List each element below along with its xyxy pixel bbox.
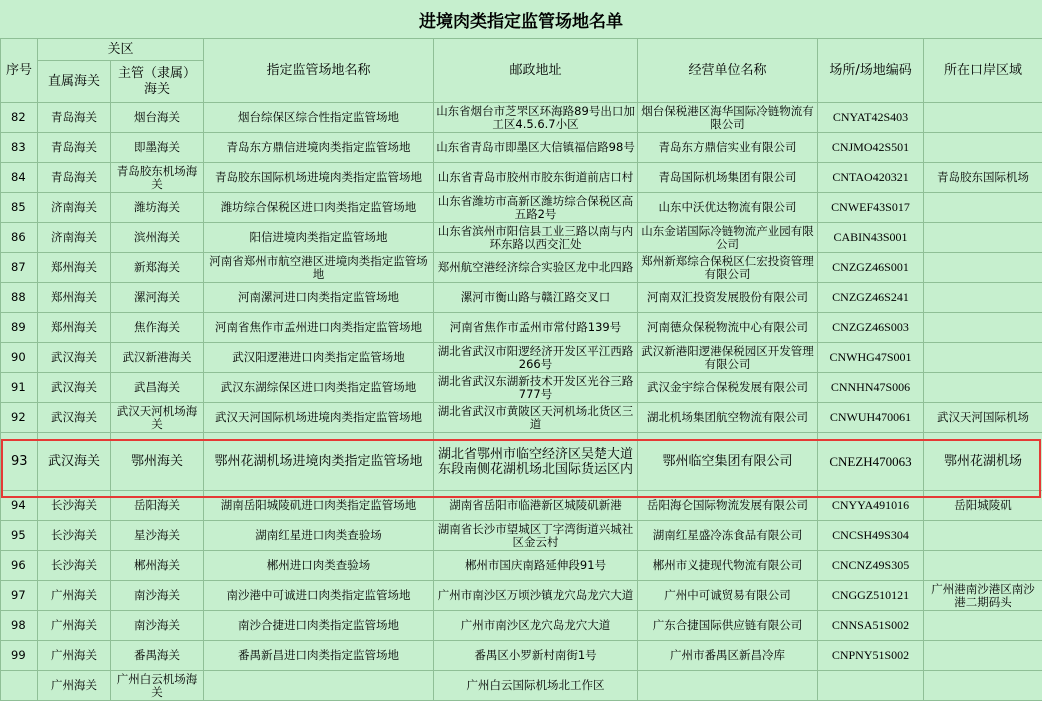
cell-direct-customs[interactable]: 长沙海关	[38, 521, 111, 551]
cell-address[interactable]: 漯河市衡山路与赣江路交叉口	[434, 283, 638, 313]
cell-site-name[interactable]: 郴州进口肉类查验场	[204, 551, 434, 581]
cell-direct-customs[interactable]: 广州海关	[38, 671, 111, 701]
cell-operator[interactable]: 烟台保税港区海华国际冷链物流有限公司	[638, 103, 818, 133]
cell-site-name[interactable]: 鄂州花湖机场进境肉类指定监管场地	[204, 433, 434, 491]
cell-site-code[interactable]: CNNHN47S006	[818, 373, 924, 403]
cell-managing-customs[interactable]: 烟台海关	[111, 103, 204, 133]
cell-port-area[interactable]	[924, 641, 1042, 671]
cell-operator[interactable]: 广州中可诚贸易有限公司	[638, 581, 818, 611]
header-direct-customs[interactable]: 直属海关	[38, 61, 111, 103]
cell-operator[interactable]: 广州市番禺区新昌冷库	[638, 641, 818, 671]
cell-site-code[interactable]: CNZGZ46S001	[818, 253, 924, 283]
cell-direct-customs[interactable]: 广州海关	[38, 611, 111, 641]
cell-site-code[interactable]: CNCNZ49S305	[818, 551, 924, 581]
cell-site-name[interactable]: 青岛胶东国际机场进境肉类指定监管场地	[204, 163, 434, 193]
table-row[interactable]	[1, 671, 1042, 701]
cell-site-name[interactable]: 南沙合捷进口肉类指定监管场地	[204, 611, 434, 641]
cell-site-code[interactable]: CNCSH49S304	[818, 521, 924, 551]
cell-operator[interactable]	[638, 671, 818, 701]
cell-managing-customs[interactable]: 番禺海关	[111, 641, 204, 671]
cell-site-name[interactable]: 青岛东方鼎信进境肉类指定监管场地	[204, 133, 434, 163]
cell-operator[interactable]: 郑州新郑综合保税区仁宏投资管理有限公司	[638, 253, 818, 283]
table-row[interactable]	[1, 403, 1042, 433]
table-row[interactable]	[1, 133, 1042, 163]
cell-direct-customs[interactable]: 郑州海关	[38, 253, 111, 283]
table-row[interactable]	[1, 193, 1042, 223]
header-operator[interactable]: 经营单位名称	[638, 39, 818, 103]
table-row[interactable]	[1, 283, 1042, 313]
cell-address[interactable]: 番禺区小罗新村南街1号	[434, 641, 638, 671]
cell-site-code[interactable]: CNNSA51S002	[818, 611, 924, 641]
cell-seq[interactable]: 90	[1, 343, 38, 373]
table-row[interactable]	[1, 491, 1042, 521]
cell-address[interactable]: 湖北省鄂州市临空经济区吴楚大道东段南侧花湖机场北国际货运区内	[434, 433, 638, 491]
cell-port-area[interactable]	[924, 551, 1042, 581]
header-site-name[interactable]: 指定监管场地名称	[204, 39, 434, 103]
header-seq[interactable]: 序号	[1, 39, 38, 103]
cell-address[interactable]: 山东省滨州市阳信县工业三路以南与内环东路以西交汇处	[434, 223, 638, 253]
cell-site-code[interactable]	[818, 671, 924, 701]
cell-managing-customs[interactable]: 郴州海关	[111, 551, 204, 581]
cell-site-name[interactable]: 番禺新昌进口肉类指定监管场地	[204, 641, 434, 671]
cell-operator[interactable]: 广东合捷国际供应链有限公司	[638, 611, 818, 641]
cell-managing-customs[interactable]: 潍坊海关	[111, 193, 204, 223]
table-row[interactable]	[1, 103, 1042, 133]
cell-operator[interactable]: 山东金诺国际冷链物流产业园有限公司	[638, 223, 818, 253]
cell-seq[interactable]: 97	[1, 581, 38, 611]
cell-seq[interactable]: 86	[1, 223, 38, 253]
cell-seq[interactable]: 82	[1, 103, 38, 133]
cell-port-area[interactable]: 武汉天河国际机场	[924, 403, 1042, 433]
cell-direct-customs[interactable]: 武汉海关	[38, 403, 111, 433]
cell-port-area[interactable]	[924, 343, 1042, 373]
cell-direct-customs[interactable]: 青岛海关	[38, 133, 111, 163]
table-row[interactable]	[1, 641, 1042, 671]
cell-seq[interactable]: 92	[1, 403, 38, 433]
cell-site-code[interactable]: CNGGZ510121	[818, 581, 924, 611]
cell-site-name[interactable]: 武汉东湖综保区进口肉类指定监管场地	[204, 373, 434, 403]
table-row[interactable]	[1, 373, 1042, 403]
cell-managing-customs[interactable]: 武昌海关	[111, 373, 204, 403]
cell-seq[interactable]	[1, 671, 38, 701]
cell-seq[interactable]: 83	[1, 133, 38, 163]
sites-table	[0, 38, 1042, 701]
cell-site-code[interactable]: CNZGZ46S003	[818, 313, 924, 343]
cell-site-code[interactable]: CNPNY51S002	[818, 641, 924, 671]
cell-address[interactable]: 山东省潍坊市高新区潍坊综合保税区高五路2号	[434, 193, 638, 223]
cell-seq[interactable]: 85	[1, 193, 38, 223]
cell-site-name[interactable]: 潍坊综合保税区进口肉类指定监管场地	[204, 193, 434, 223]
table-row[interactable]	[1, 611, 1042, 641]
cell-site-name[interactable]: 河南省郑州市航空港区进境肉类指定监管场地	[204, 253, 434, 283]
table-row[interactable]	[1, 253, 1042, 283]
cell-site-name[interactable]: 湖南红星进口肉类查验场	[204, 521, 434, 551]
cell-direct-customs[interactable]: 武汉海关	[38, 343, 111, 373]
cell-managing-customs[interactable]: 武汉新港海关	[111, 343, 204, 373]
cell-operator[interactable]: 河南德众保税物流中心有限公司	[638, 313, 818, 343]
header-address[interactable]: 邮政地址	[434, 39, 638, 103]
cell-direct-customs[interactable]: 武汉海关	[38, 373, 111, 403]
cell-seq[interactable]: 89	[1, 313, 38, 343]
cell-address[interactable]: 湖北省武汉市黄陂区天河机场北货区三道	[434, 403, 638, 433]
cell-managing-customs[interactable]: 滨州海关	[111, 223, 204, 253]
cell-seq[interactable]: 88	[1, 283, 38, 313]
cell-seq[interactable]: 95	[1, 521, 38, 551]
cell-address[interactable]: 湖南省岳阳市临港新区城陵矶新港	[434, 491, 638, 521]
cell-direct-customs[interactable]: 青岛海关	[38, 103, 111, 133]
cell-managing-customs[interactable]: 南沙海关	[111, 581, 204, 611]
cell-seq[interactable]: 94	[1, 491, 38, 521]
table-row[interactable]	[1, 343, 1042, 373]
cell-site-name[interactable]: 武汉阳逻港进口肉类指定监管场地	[204, 343, 434, 373]
cell-port-area[interactable]	[924, 253, 1042, 283]
cell-port-area[interactable]	[924, 223, 1042, 253]
cell-address[interactable]: 广州市南沙区龙穴岛龙穴大道	[434, 611, 638, 641]
cell-site-code[interactable]: CNYYA491016	[818, 491, 924, 521]
cell-site-code[interactable]: CNEZH470063	[818, 433, 924, 491]
cell-operator[interactable]: 郴州市义捷现代物流有限公司	[638, 551, 818, 581]
cell-site-code[interactable]: CNZGZ46S241	[818, 283, 924, 313]
cell-port-area[interactable]	[924, 373, 1042, 403]
cell-site-name[interactable]: 烟台综保区综合性指定监管场地	[204, 103, 434, 133]
cell-seq[interactable]: 98	[1, 611, 38, 641]
table-row[interactable]	[1, 581, 1042, 611]
cell-port-area[interactable]: 岳阳城陵矶	[924, 491, 1042, 521]
cell-direct-customs[interactable]: 郑州海关	[38, 283, 111, 313]
cell-direct-customs[interactable]: 长沙海关	[38, 491, 111, 521]
cell-site-code[interactable]: CNYAT42S403	[818, 103, 924, 133]
cell-direct-customs[interactable]: 武汉海关	[38, 433, 111, 491]
cell-operator[interactable]: 青岛国际机场集团有限公司	[638, 163, 818, 193]
cell-direct-customs[interactable]: 青岛海关	[38, 163, 111, 193]
cell-managing-customs[interactable]: 武汉天河机场海关	[111, 403, 204, 433]
table-row[interactable]	[1, 433, 1042, 491]
cell-port-area[interactable]	[924, 133, 1042, 163]
table-row[interactable]	[1, 163, 1042, 193]
cell-operator[interactable]: 河南双汇投资发展股份有限公司	[638, 283, 818, 313]
cell-address[interactable]: 湖南省长沙市望城区丁字湾街道兴城社区金云村	[434, 521, 638, 551]
cell-managing-customs[interactable]: 青岛胶东机场海关	[111, 163, 204, 193]
cell-port-area[interactable]	[924, 193, 1042, 223]
cell-site-name[interactable]: 武汉天河国际机场进境肉类指定监管场地	[204, 403, 434, 433]
cell-port-area[interactable]: 广州港南沙港区南沙港二期码头	[924, 581, 1042, 611]
header-customs-group[interactable]: 关区	[38, 39, 204, 61]
header-managing-customs[interactable]: 主管（隶属）海关	[111, 61, 204, 103]
table-row[interactable]	[1, 313, 1042, 343]
cell-managing-customs[interactable]: 星沙海关	[111, 521, 204, 551]
cell-address[interactable]: 郴州市国庆南路延伸段91号	[434, 551, 638, 581]
cell-port-area[interactable]	[924, 611, 1042, 641]
header-site-code[interactable]: 场所/场地编码	[818, 39, 924, 103]
cell-site-name[interactable]: 南沙港中可诚进口肉类指定监管场地	[204, 581, 434, 611]
cell-site-name[interactable]: 阳信进境肉类指定监管场地	[204, 223, 434, 253]
table-row[interactable]	[1, 521, 1042, 551]
cell-direct-customs[interactable]: 郑州海关	[38, 313, 111, 343]
cell-operator[interactable]: 山东中沃优达物流有限公司	[638, 193, 818, 223]
cell-port-area[interactable]	[924, 283, 1042, 313]
cell-address[interactable]: 湖北省武汉市阳逻经济开发区平江西路266号	[434, 343, 638, 373]
cell-port-area[interactable]	[924, 521, 1042, 551]
cell-site-name[interactable]: 湖南岳阳城陵矶进口肉类指定监管场地	[204, 491, 434, 521]
cell-seq[interactable]: 84	[1, 163, 38, 193]
cell-operator[interactable]: 武汉新港阳逻港保税园区开发管理有限公司	[638, 343, 818, 373]
cell-address[interactable]: 湖北省武汉东湖新技术开发区光谷三路777号	[434, 373, 638, 403]
table-row[interactable]	[1, 551, 1042, 581]
cell-port-area[interactable]	[924, 671, 1042, 701]
cell-operator[interactable]: 鄂州临空集团有限公司	[638, 433, 818, 491]
cell-seq[interactable]: 93	[1, 433, 38, 491]
cell-site-name[interactable]	[204, 671, 434, 701]
cell-site-code[interactable]: CNWHG47S001	[818, 343, 924, 373]
cell-managing-customs[interactable]: 岳阳海关	[111, 491, 204, 521]
cell-address[interactable]: 河南省焦作市孟州市常付路139号	[434, 313, 638, 343]
cell-seq[interactable]: 99	[1, 641, 38, 671]
cell-managing-customs[interactable]: 焦作海关	[111, 313, 204, 343]
cell-seq[interactable]: 87	[1, 253, 38, 283]
header-port-area[interactable]: 所在口岸区域	[924, 39, 1042, 103]
cell-operator[interactable]: 湖南红星盛冷冻食品有限公司	[638, 521, 818, 551]
cell-site-name[interactable]: 河南漯河进口肉类指定监管场地	[204, 283, 434, 313]
cell-port-area[interactable]	[924, 313, 1042, 343]
cell-managing-customs[interactable]: 鄂州海关	[111, 433, 204, 491]
cell-seq[interactable]: 91	[1, 373, 38, 403]
cell-operator[interactable]: 岳阳海仑国际物流发展有限公司	[638, 491, 818, 521]
cell-address[interactable]: 广州白云国际机场北工作区	[434, 671, 638, 701]
cell-managing-customs[interactable]: 漯河海关	[111, 283, 204, 313]
cell-managing-customs[interactable]: 广州白云机场海关	[111, 671, 204, 701]
cell-direct-customs[interactable]: 广州海关	[38, 641, 111, 671]
cell-site-name[interactable]: 河南省焦作市孟州进口肉类指定监管场地	[204, 313, 434, 343]
cell-address[interactable]: 山东省青岛市即墨区大信镇福信路98号	[434, 133, 638, 163]
cell-port-area[interactable]	[924, 103, 1042, 133]
cell-address[interactable]: 山东省青岛市胶州市胶东街道前店口村	[434, 163, 638, 193]
cell-site-code[interactable]: CNTAO420321	[818, 163, 924, 193]
cell-operator[interactable]: 武汉金宇综合保税发展有限公司	[638, 373, 818, 403]
cell-site-code[interactable]: CNWUH470061	[818, 403, 924, 433]
cell-direct-customs[interactable]: 长沙海关	[38, 551, 111, 581]
cell-port-area[interactable]: 鄂州花湖机场	[924, 433, 1042, 491]
cell-address[interactable]: 山东省烟台市芝罘区环海路89号出口加工区4.5.6.7小区	[434, 103, 638, 133]
cell-site-code[interactable]: CNJMO42S501	[818, 133, 924, 163]
sheet-title: 进境肉类指定监管场地名单	[0, 0, 1042, 39]
cell-direct-customs[interactable]: 广州海关	[38, 581, 111, 611]
cell-direct-customs[interactable]: 济南海关	[38, 193, 111, 223]
cell-operator[interactable]: 青岛东方鼎信实业有限公司	[638, 133, 818, 163]
cell-operator[interactable]: 湖北机场集团航空物流有限公司	[638, 403, 818, 433]
cell-managing-customs[interactable]: 新郑海关	[111, 253, 204, 283]
cell-managing-customs[interactable]: 南沙海关	[111, 611, 204, 641]
cell-address[interactable]: 广州市南沙区万顷沙镇龙穴岛龙穴大道	[434, 581, 638, 611]
cell-site-code[interactable]: CNWEF43S017	[818, 193, 924, 223]
cell-direct-customs[interactable]: 济南海关	[38, 223, 111, 253]
cell-managing-customs[interactable]: 即墨海关	[111, 133, 204, 163]
cell-address[interactable]: 郑州航空港经济综合实验区龙中北四路	[434, 253, 638, 283]
cell-seq[interactable]: 96	[1, 551, 38, 581]
table-row[interactable]	[1, 223, 1042, 253]
cell-site-code[interactable]: CABIN43S001	[818, 223, 924, 253]
cell-port-area[interactable]: 青岛胶东国际机场	[924, 163, 1042, 193]
